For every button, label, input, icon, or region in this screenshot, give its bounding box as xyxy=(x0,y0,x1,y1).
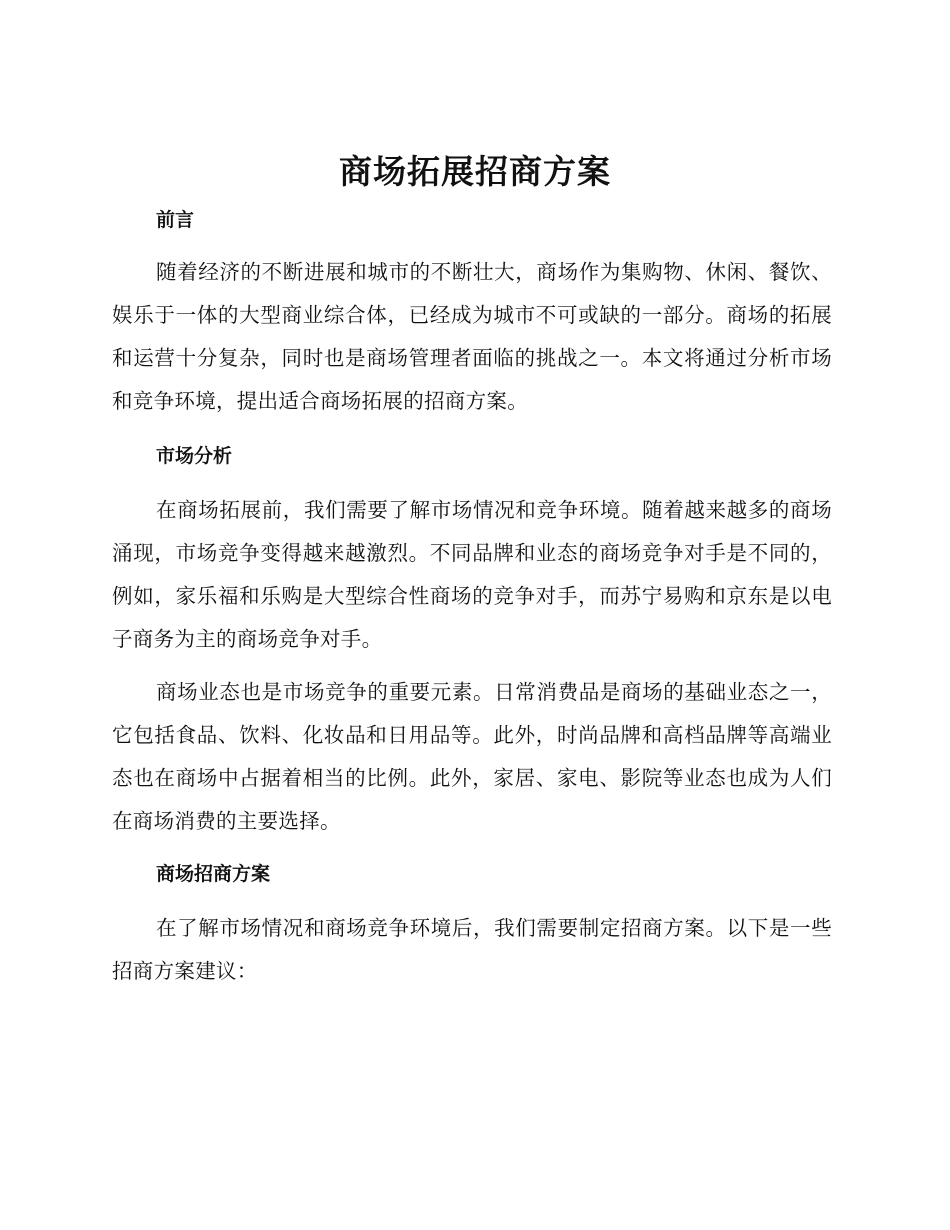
paragraph-preface: 随着经济的不断进展和城市的不断壮大，商场作为集购物、休闲、餐饮、娱乐于一体的大型商业综合体，已经成为城市不可或缺的一部分。商场的拓展和运营十分复杂，同时也是商场管理者面临的挑战之一。本文将通过分析市场和竞争环境，提出适合商场拓展的招商方案。 xyxy=(112,260,832,413)
document-title: 商场拓展招商方案 xyxy=(339,152,611,191)
paragraph-leasing-plan: 在了解市场情况和商场竞争环境后，我们需要制定招商方案。以下是一些招商方案建议： xyxy=(112,916,832,983)
paragraph-market-analysis-2: 商场业态也是市场竞争的重要元素。日常消费品是商场的基础业态之一，它包括食品、饮料、化妆品和日用品等。此外，时尚品牌和高档品牌等高端业态也在商场中占据着相当的比例。此外，家居、家电、影院等业态也成为人们在商场消费的主要选择。 xyxy=(112,680,832,833)
section-heading-market-analysis: 市场分析 xyxy=(156,445,233,467)
section-heading-leasing-plan: 商场招商方案 xyxy=(156,863,271,885)
section-heading-preface: 前言 xyxy=(156,209,195,231)
paragraph-market-analysis-1: 在商场拓展前，我们需要了解市场情况和竞争环境。随着越来越多的商场涌现，市场竞争变得越来越激烈。不同品牌和业态的商场竞争对手是不同的，例如，家乐福和乐购是大型综合性商场的竞争对手，而苏宁易购和京东是以电子商务为主的商场竞争对手。 xyxy=(112,498,832,651)
